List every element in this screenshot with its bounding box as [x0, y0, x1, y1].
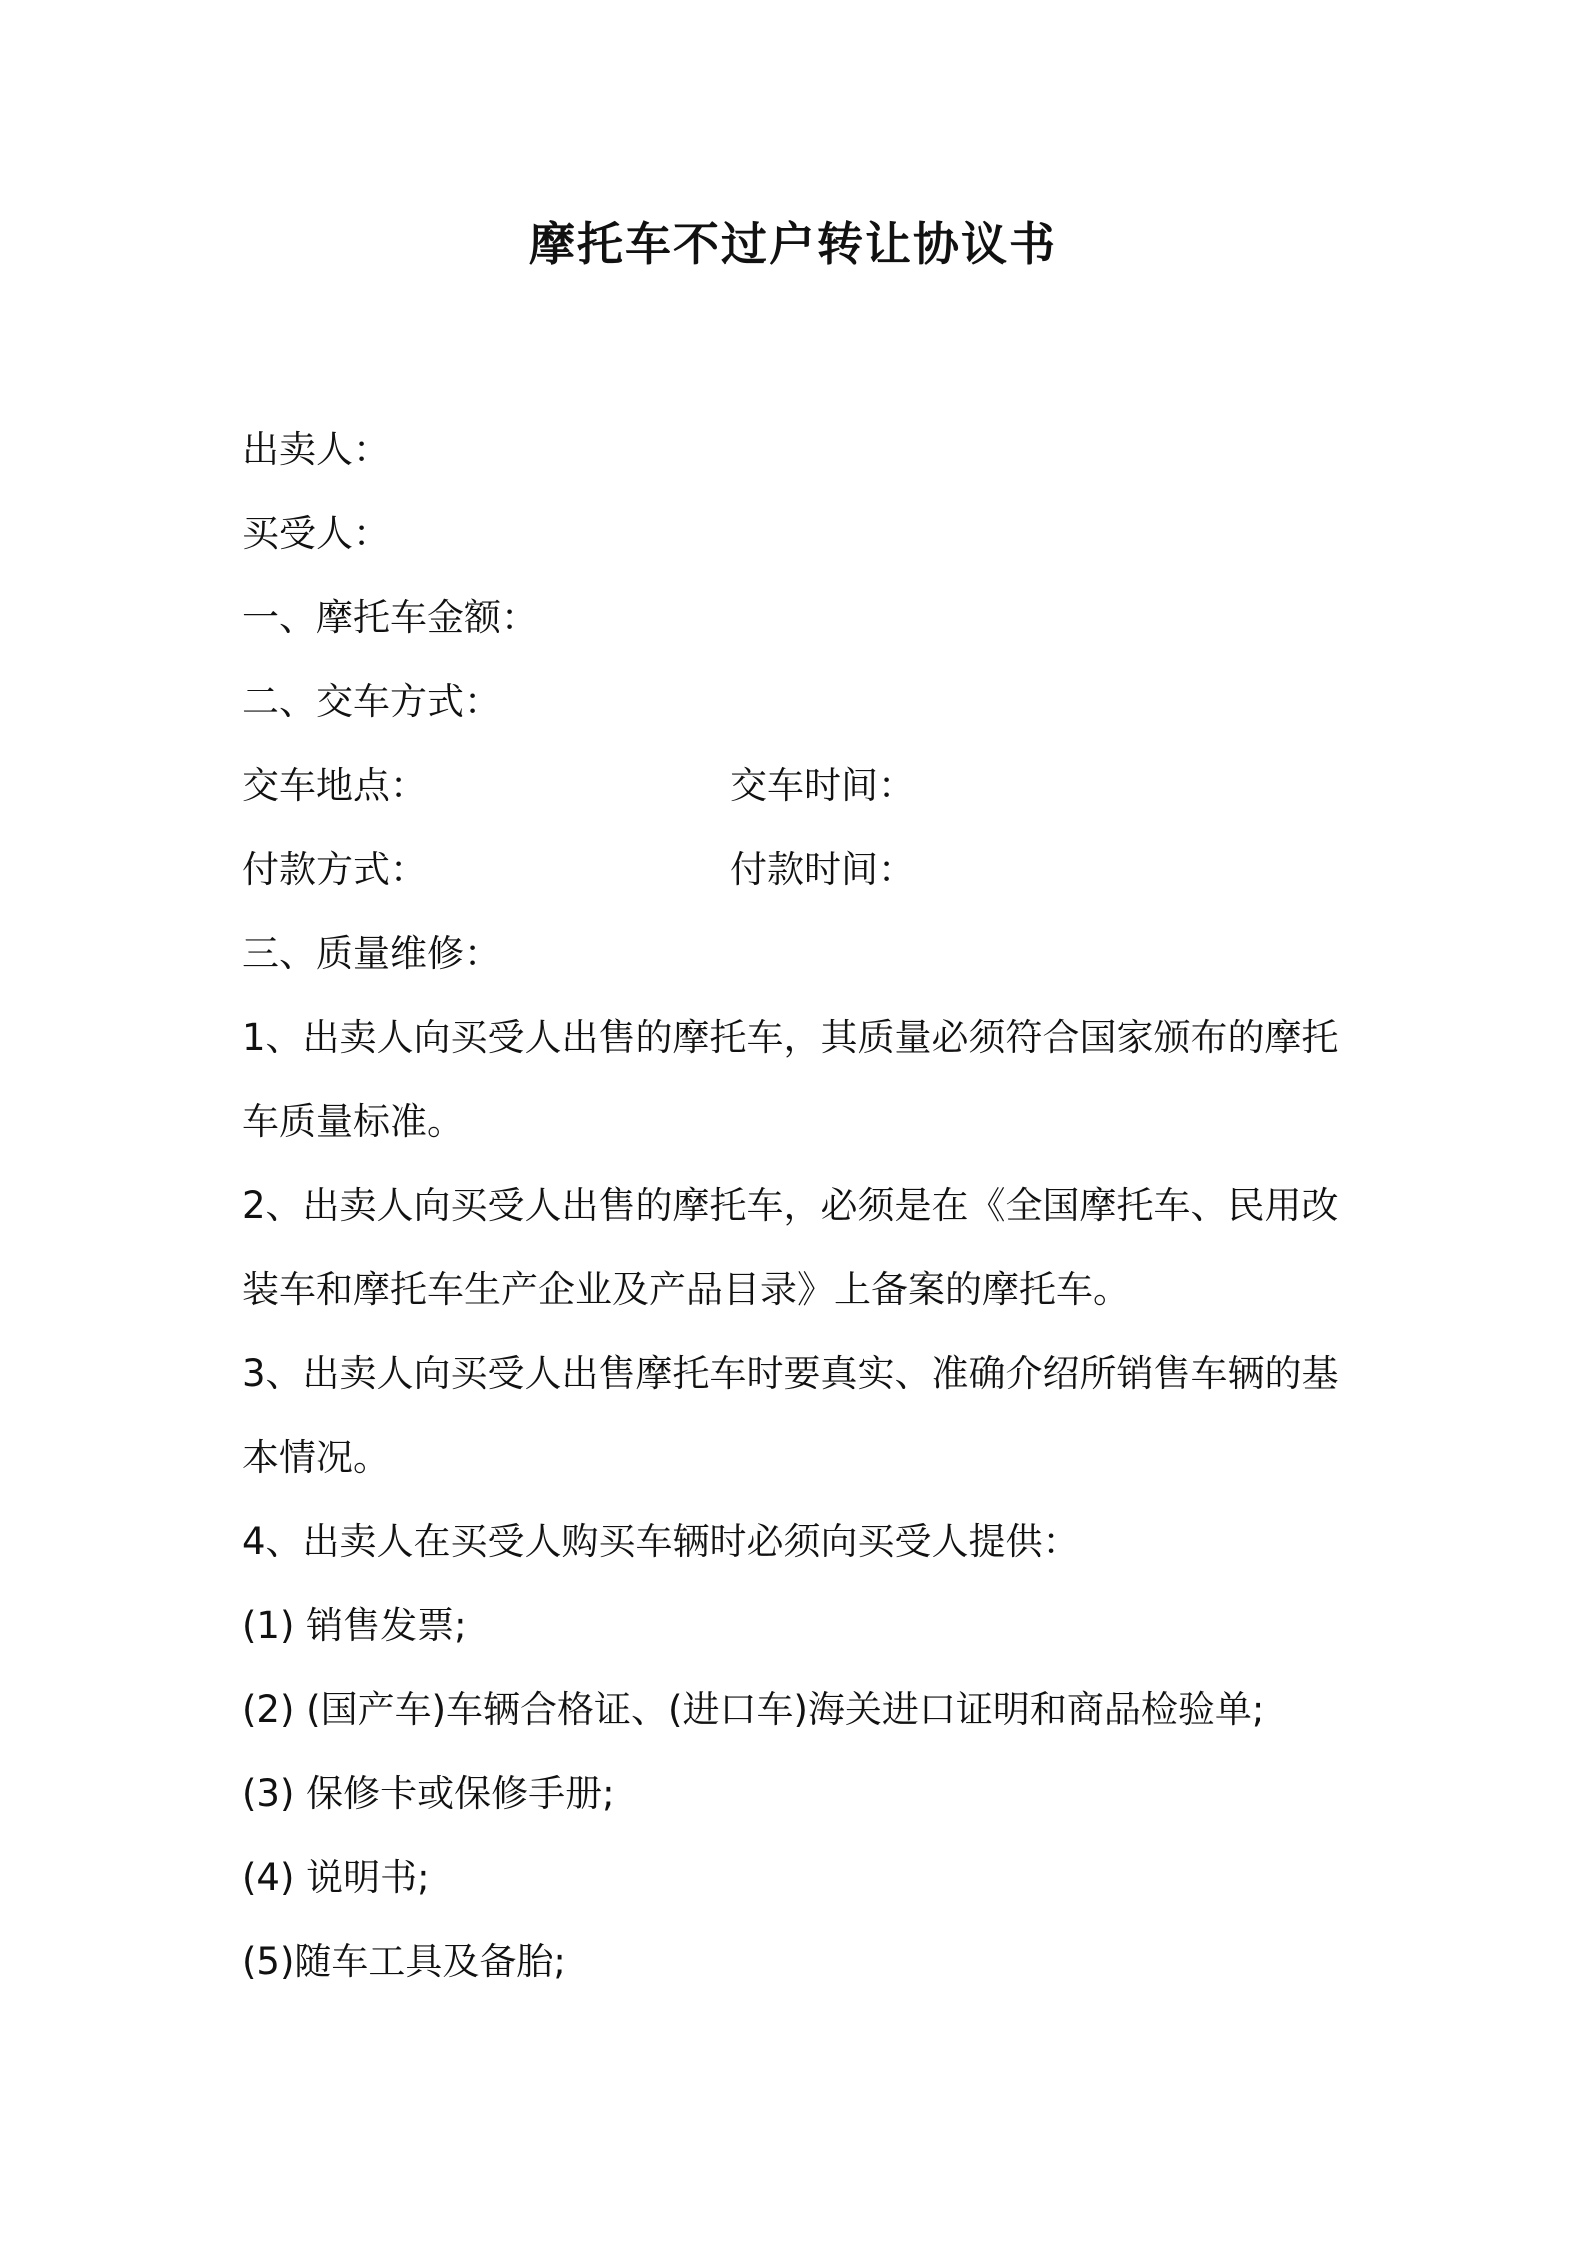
list-item: (5)随车工具及备胎;	[242, 1940, 566, 1983]
delivery-place-label: 交车地点：	[242, 764, 427, 807]
document-title: 摩托车不过户转让协议书	[529, 217, 1057, 271]
delivery-time-label: 交车时间：	[730, 764, 915, 807]
clause-1: 1、出卖人向买受人出售的摩托车，其质量必须符合国家颁布的摩托车质量标准。	[242, 1016, 1339, 1143]
payment-time-label: 付款时间：	[730, 848, 915, 891]
clause-4: 4、出卖人在买受人购买车辆时必须向买受人提供：	[242, 1520, 1080, 1563]
seller-label: 出卖人：	[242, 428, 390, 471]
clause-3: 3、出卖人向买受人出售摩托车时要真实、准确介绍所销售车辆的基本情况。	[242, 1352, 1339, 1479]
section-quality: 三、质量维修：	[242, 932, 501, 975]
list-item: (3) 保修卡或保修手册;	[242, 1772, 615, 1815]
list-item: (1) 销售发票;	[242, 1604, 467, 1647]
section-delivery: 二、交车方式：	[242, 680, 501, 723]
section-amount: 一、摩托车金额：	[242, 596, 538, 639]
buyer-label: 买受人：	[242, 512, 390, 555]
delivery-row	[242, 744, 1362, 828]
clause-2: 2、出卖人向买受人出售的摩托车，必须是在《全国摩托车、民用改装车和摩托车生产企业及产品目录》上备案的摩托车。	[242, 1184, 1339, 1311]
payment-row	[242, 828, 1362, 912]
document-body	[242, 408, 1362, 2004]
payment-method-label: 付款方式：	[242, 848, 427, 891]
list-item: (2) (国产车)车辆合格证、(进口车)海关进口证明和商品检验单;	[242, 1688, 1265, 1731]
list-item: (4) 说明书;	[242, 1856, 430, 1899]
